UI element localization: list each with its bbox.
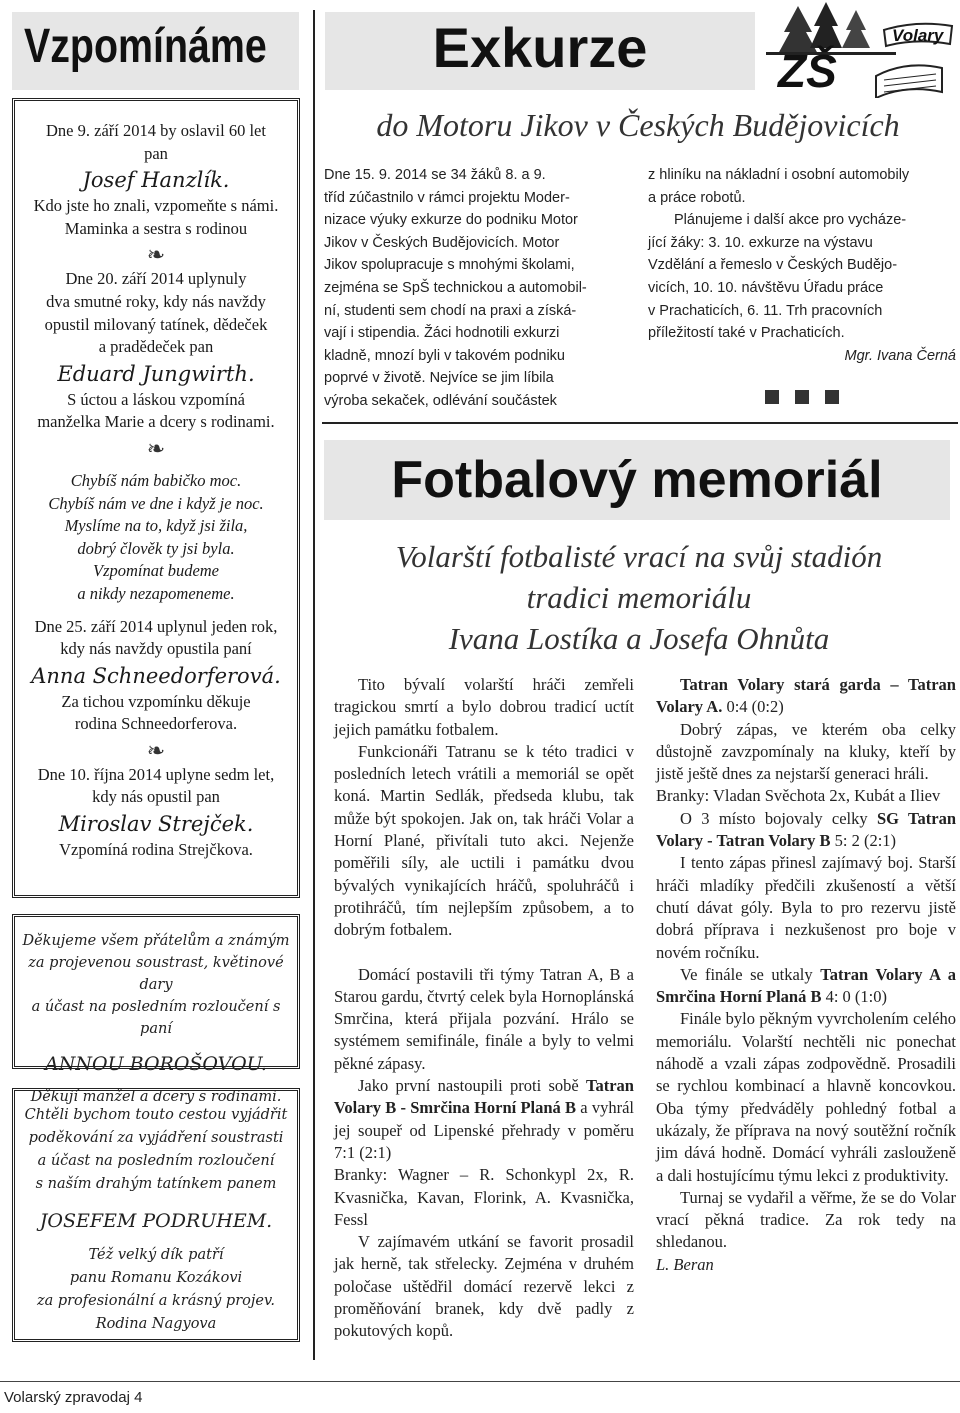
deceased-name: Anna Schneedorferová. [31,663,281,688]
notice-line: rodina Schneedorferova. [74,714,238,734]
match-intro: Jako první nastoupili proti sobě [358,1076,579,1096]
text-line: Jikov spolupracuje s mnohými školami, [324,257,575,274]
fotbal-col2 [656,674,956,1276]
poem-line: dobrý člověk ty jsi byla. [77,538,235,558]
exkurze-title: Exkurze [432,16,648,79]
subtitle-line: tradici memoriálu [526,580,752,615]
paragraph [334,1075,634,1164]
square-icon [765,390,779,404]
text-line: Plánujeme i další akce pro vycháze- [674,212,907,229]
footer-text: Volarský zpravodaj 4 [4,1389,143,1406]
text-line: ní, studenti sem chodí na praxi a získá- [324,302,577,319]
text-line: výroba sekaček, odlévání součástek [324,392,557,409]
match-intro: O 3 místo bojovaly celky [680,808,868,828]
text-line: příležitostí také v Prachaticích. [648,325,845,342]
match-intro: Ve finále se utkaly [680,964,813,984]
left-title: Vzpomínáme [24,20,267,73]
text-line: jící žáky: 3. 10. exkurze na výstavu [648,234,873,251]
exkurze-col2 [648,164,956,412]
thanks-line: a účast na posledním rozloučení s paní [31,999,281,1037]
match-header [656,808,956,853]
notice-line: kdy nás opustil pan [92,787,220,807]
poem-line: a nikdy nezapomeneme. [77,583,235,603]
notice-line: a pradědeček pan [98,337,214,357]
text-line: a práce robotů. [648,189,746,206]
notice-line: Dne 25. září 2014 uplynul jeden rok, [34,616,278,636]
notice-line: Maminka a sestra s rodinou [64,218,248,238]
exkurze-subtitle: do Motoru Jikov v Českých Budějovicích [376,107,900,143]
text-line: Vzdělání a řemeslo v Českých Budějo- [648,257,898,274]
match-teams: SG Tatran Volary - Tatran Volary B [656,808,956,851]
match-header [656,964,956,1009]
thanks-text-1 [14,930,298,1108]
deceased-name: Josef Hanzlík. [82,168,230,193]
notice-line: Vzpomíná rodina Strejčkova. [59,840,253,860]
thanks-signature: Rodina Nagyova [95,1316,217,1332]
text-line: Dne 15. 9. 2014 se 34 žáků 8. a 9. [324,167,546,183]
thanks-line: panu Romanu Kozákovi [69,1270,243,1286]
paragraph: Funkcionáři Tatranu se k této tradici v posledních letech vrátili a memoriál se opět koná. Martin Sedlák, předseda klubu, tak může být spokojen. Jak on, tak hráči Volar a Horní Plané, přivítali tuto akci. Nejenže poměřili síly, ale uctili i památku dvou bývalých vynikajících hráčů, spoluhráčů i protihráčů, tím nejlepším způsobem, a to dobrým fotbalem. [334,741,634,940]
notice-line: manželka Marie a dcery s rodinami. [37,412,275,432]
deceased-name: ANNOU BOROŠOVOU. [45,1053,267,1075]
thanks-signature: Děkují manžel a dcery s rodinami. [30,1089,282,1105]
thanks-line: za profesionální a krásný projev. [36,1293,276,1309]
text-line: Jikov v Českých Budějovicích. Motor [324,234,560,251]
thanks-line: za projevenou soustrast, květinové dary [28,955,284,993]
text-line: v Prachaticích, 6. 11. Trh pracovních [648,302,883,319]
deceased-name: Miroslav Strejček. [58,812,254,837]
paragraph: Domácí postavili tři týmy Tatran A, B a Starou gardu, čtvrtý celek byla Hornoplánská Smrčina, která přijala pozvání. Hrálo se systémem semifinále, finále a byly to velmi pěkné zápasy. [334,964,634,1073]
paragraph: Turnaj se vydařil a věřme, že se do Volar vrací pěkná tradice. Za rok tedy na shledanou. [656,1187,956,1252]
thanks-line: Chtěli bychom touto cestou vyjádřit [24,1107,288,1123]
notice-line: Za tichou vzpomínku děkuje [61,691,251,711]
section-end-mark [648,389,956,412]
text-line: kladně, mnozí byli v takovém podniku [324,347,565,364]
match-teams: Tatran Volary A a Smrčina Horní Planá B [656,964,956,1007]
notice-line: kdy nás navždy opustila paní [60,639,252,659]
logo-letters: ZŠ [778,45,837,97]
memorial-notices [16,120,296,862]
match-score: 4: 0 (1:0) [825,987,888,1007]
text-line: poprvé v životě. Nejvíce se jim líbila [324,370,554,387]
poem-line: Chybíš nám ve dne i když je noc. [48,493,264,513]
notice-line: Dne 20. září 2014 uplynuly [65,269,247,289]
poem-line: Myslíme na to, když jsi žila, [64,516,248,536]
logo-text: Volary [892,26,944,45]
paragraph: Finále bylo pěkným vyvrcholením celého memoriálu. Volarští nechtěli nic ponechat náhodě a vzali zápas zodpovědně. Prosadili se rychlou kombinací a hlavně koncovkou. Oba týmy předváděly pohledný fotbal a ukázaly, že příprava na nový soutěžní ročník jim dává hodně. Domácí vyhráli zaslouženě a dali hostujícímu týmu lekci z produktivity. [656,1009,956,1185]
deceased-name: Eduard Jungwirth. [57,361,255,386]
exkurze-col1 [324,164,628,413]
text-line: vicích, 10. 10. návštěvu Úřadu práce [648,279,884,296]
notice-line: dva smutné roky, kdy nás navždy [46,291,266,311]
footer-rule [0,1381,960,1382]
match-result: a vyhrál jej soupeř od Lipenské přehrady v poměru 7:1 (2:1) [334,1098,634,1162]
square-icon [795,390,809,404]
fotbal-title: Fotbalový memoriál [391,451,883,509]
scorers: Branky: Vladan Svěchota 2x, Kubát a Iliev [656,786,941,806]
text-line: vají i stipendia. Žáci hodnotili exkurzi [324,325,560,342]
subtitle-line: Ivana Lostíka a Josefa Ohnůta [448,621,830,656]
poem-line: Chybíš nám babičko moc. [70,470,242,490]
scorers: Branky: Wagner – R. Schonkypl 2x, R. Kvasnička, Kavan, Florink, A. Kvasnička, Fessl [334,1165,634,1229]
notice-line: Kdo jste ho znali, vzpomeňte s námi. [33,196,279,216]
thanks-line: Děkujeme všem přátelům a známým [22,933,290,949]
subtitle-line: Volarští fotbalisté vrací na svůj stadión [395,539,883,574]
author: Mgr. Ivana Černá [844,347,956,364]
text-line: z hliníku na nákladní i osobní automobily [648,167,910,183]
thanks-text-2 [14,1104,298,1336]
column-divider [313,10,315,1360]
thanks-line: a účast na posledním rozloučení [37,1153,275,1169]
thanks-line: s naším drahým tatínkem panem [35,1176,277,1192]
square-icon [825,390,839,404]
fotbal-col1 [334,674,634,1343]
ornament-icon: ❧ [146,242,166,268]
ornament-icon: ❧ [146,737,166,763]
school-logo [766,2,956,98]
paragraph: Dobrý zápas, ve kterém oba celky důstojně zavzpomínaly na kluky, kteří by jistě ještě dnes za nejstarší generaci hráli. [656,719,956,784]
deceased-name: JOSEFEM PODRUHEM. [39,1210,273,1232]
fotbal-subtitle [324,536,954,659]
notice-line: Dne 9. září 2014 by oslavil 60 let [46,121,266,140]
notice-line: Dne 10. října 2014 uplyne sedm let, [37,764,275,784]
match-teams: Tatran Volary stará garda – Tatran Volary A. [656,675,956,717]
match-score: 0:4 (0:2) [726,697,784,717]
thanks-line: Též velký dík patří [88,1247,224,1263]
text-line: zejména se SpŠ technickou a automobil- [324,279,587,296]
paragraph: V zajímavém utkání se favorit prosadil jak herně, tak střelecky. Zejména v druhém poločase uštědřil domácí rezervě lekci z proměňování branek, kdy dvě padly z pokutových kopů. [334,1232,634,1341]
section-divider [322,422,958,424]
match-header [656,674,956,719]
text-line: nizace výuky exkurze do podniku Motor [324,212,578,229]
ornament-icon: ❧ [146,435,166,461]
notice-line: opustil milovaný tatínek, dědeček [44,314,268,334]
author: L. Beran [656,1254,714,1274]
poem-line: Vzpomínat budeme [92,561,220,581]
paragraph: I tento zápas přinesl zajímavý boj. Starší hráči mladíky předčili zkušeností a větší chutí dávat góly. Byla to pro rezervu jistě dobrá příprava i nezkušenost pro boje v novém ročníku. [656,853,956,962]
match-score: 5: 2 (2:1) [834,831,897,851]
thanks-line: poděkování za vyjádření soustrasti [28,1130,284,1146]
text-line: tříd zúčastnilo v rámci projektu Moder- [324,189,570,206]
match-teams: Tatran Volary B - Smrčina Horní Planá B [334,1076,634,1118]
notice-line: S úctou a láskou vzpomíná [67,389,245,409]
notice-line: pan [144,143,168,163]
paragraph: Tito bývalí volarští hráči zemřeli tragickou smrtí a bylo dobrou tradicí uctít jejich památku fotbalem. [334,675,634,739]
